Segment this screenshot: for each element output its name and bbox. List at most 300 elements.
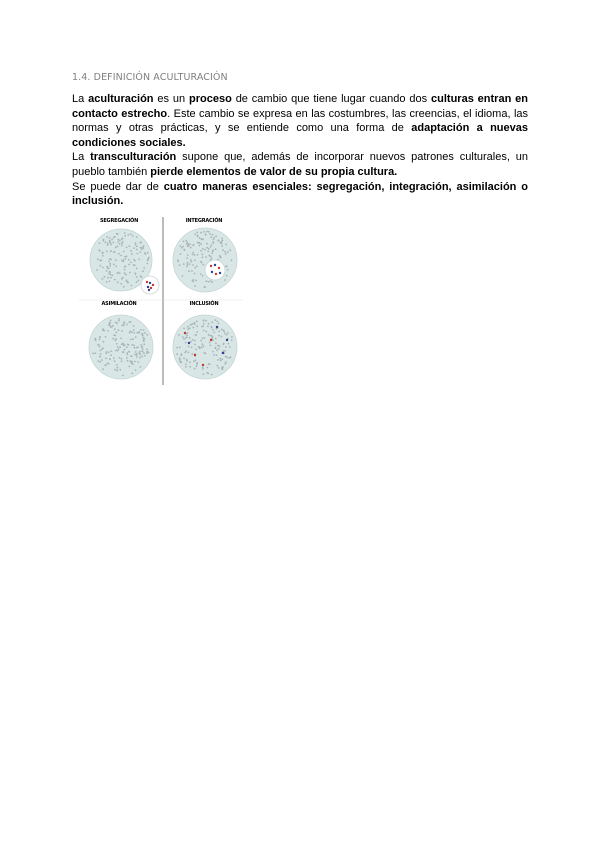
assimilation-dot — [143, 340, 145, 342]
segregation-dot — [99, 242, 101, 244]
inclusion-dot — [208, 323, 210, 325]
assimilation-dot — [92, 353, 94, 355]
integration-dot — [218, 239, 220, 241]
segregation-dot — [102, 267, 104, 269]
assimilation-dot — [105, 357, 107, 359]
integration-dot — [222, 240, 224, 242]
inclusion-dot — [185, 363, 187, 365]
inclusion-dot — [182, 336, 184, 338]
inclusion-dot — [191, 353, 193, 355]
segregation-dot — [123, 251, 125, 253]
inclusion-dot — [176, 347, 178, 349]
segregation-dot — [114, 236, 116, 238]
integration-dot — [189, 263, 191, 265]
segregation-dot — [107, 277, 109, 279]
assimilation-dot — [133, 332, 135, 334]
segregation-dot — [136, 236, 138, 238]
label-inclusion: INCLUSIÓN — [189, 301, 219, 307]
integration-dot — [211, 252, 213, 254]
segregation-dot — [110, 244, 112, 246]
assimilation-dot — [124, 344, 126, 346]
assimilation-dot — [129, 331, 131, 333]
segregation-dot — [115, 247, 117, 249]
assimilation-dot — [141, 356, 143, 358]
assimilation-dot — [126, 324, 128, 326]
assimilation-dot — [133, 325, 135, 327]
segregation-dot — [125, 274, 127, 276]
inclusion-dot — [185, 350, 187, 352]
inclusion-dot — [202, 325, 204, 327]
assimilation-dot — [110, 320, 112, 322]
integration-dot — [203, 231, 205, 233]
integration-dot — [185, 240, 187, 242]
segregation-dot — [102, 255, 104, 257]
assimilation-dot — [118, 329, 120, 331]
integration-dot — [189, 243, 191, 245]
inclusion-dot — [226, 356, 228, 358]
assimilation-dot — [124, 349, 126, 351]
assimilation-dot — [118, 318, 120, 320]
segregation-dot — [117, 272, 119, 274]
inclusion-dot — [185, 366, 187, 368]
segregation-dot — [100, 260, 102, 262]
segregation-dot — [117, 241, 119, 243]
integration-dot — [196, 265, 198, 267]
assimilation-dot — [127, 354, 129, 356]
integration-dot — [200, 273, 202, 275]
inclusion-dot — [216, 350, 218, 352]
assimilation-dot — [126, 346, 128, 348]
p1-text-2: es un — [153, 93, 190, 105]
integration-dot — [193, 279, 195, 281]
inclusion-dot — [227, 332, 229, 334]
inclusion-dot — [188, 352, 190, 354]
inclusion-dot — [203, 345, 205, 347]
inclusion-dot — [189, 337, 191, 339]
integration-dot — [192, 254, 194, 256]
inclusion-dot — [189, 366, 191, 368]
assimilation-dot — [105, 336, 107, 338]
integration-dot — [208, 231, 210, 233]
integration-dot — [225, 266, 227, 268]
inclusion-dot — [195, 359, 197, 361]
integration-dot — [194, 233, 196, 235]
inclusion-dot — [226, 334, 228, 336]
assimilation-dot — [117, 346, 119, 348]
inclusion-dot — [194, 344, 196, 346]
segregation-dot — [129, 272, 131, 274]
integration-dot — [187, 245, 189, 247]
segregation-dot — [142, 270, 144, 272]
segregation-dot — [96, 269, 98, 271]
segregation-dot — [110, 274, 112, 276]
segregation-dot — [124, 269, 126, 271]
inclusion-dot — [185, 337, 187, 339]
segregation-dot — [106, 270, 108, 272]
integration-dot — [225, 253, 227, 255]
inclusion-dot — [204, 337, 206, 339]
integration-minority-dot — [214, 264, 216, 266]
segregation-dot — [122, 259, 124, 261]
segregation-minority-dot — [146, 281, 148, 283]
assimilation-dot — [114, 339, 116, 341]
assimilation-dot — [114, 328, 116, 330]
assimilation-dot — [98, 344, 100, 346]
segregation-dot — [141, 248, 143, 250]
integration-dot — [219, 241, 221, 243]
acculturation-diagram-svg — [77, 215, 245, 385]
inclusion-dot — [211, 374, 213, 376]
inclusion-dot — [225, 361, 227, 363]
integration-dot — [186, 257, 188, 259]
inclusion-dot — [217, 359, 219, 361]
inclusion-dot — [185, 342, 187, 344]
inclusion-dot — [224, 350, 226, 352]
integration-dot — [200, 243, 202, 245]
integration-dot — [215, 235, 217, 237]
integration-dot — [227, 251, 229, 253]
inclusion-dot — [218, 367, 220, 369]
assimilation-dot — [108, 351, 110, 353]
segregation-dot — [138, 280, 140, 282]
inclusion-dot — [215, 342, 217, 344]
assimilation-dot — [127, 344, 129, 346]
segregation-dot — [126, 280, 128, 282]
paragraph-acculturation — [72, 92, 528, 150]
assimilation-dot — [126, 357, 128, 359]
segregation-dot — [106, 281, 108, 283]
segregation-dot — [139, 242, 141, 244]
inclusion-dot — [221, 336, 223, 338]
segregation-dot — [121, 244, 123, 246]
inclusion-dot — [212, 329, 214, 331]
assimilation-dot — [116, 364, 118, 366]
segregation-dot — [143, 267, 145, 269]
integration-dot — [186, 243, 188, 245]
integration-minority-dot — [215, 273, 217, 275]
segregation-dot — [107, 267, 109, 269]
integration-dot — [201, 238, 203, 240]
segregation-dot — [110, 277, 112, 279]
inclusion-dot — [229, 346, 231, 348]
inclusion-dot — [200, 340, 202, 342]
inclusion-dot — [198, 346, 200, 348]
segregation-dot — [115, 259, 117, 261]
assimilation-dot — [117, 350, 119, 352]
integration-minority-circle — [205, 260, 225, 280]
inclusion-dot — [176, 353, 178, 355]
inclusion-dot — [214, 319, 216, 321]
assimilation-dot — [134, 354, 136, 356]
segregation-dot — [124, 235, 126, 237]
inclusion-dot — [222, 350, 224, 352]
integration-dot — [211, 257, 213, 259]
integration-dot — [210, 246, 212, 248]
assimilation-dot — [94, 352, 96, 354]
inclusion-dot — [221, 358, 223, 360]
integration-dot — [200, 250, 202, 252]
integration-dot — [210, 280, 212, 282]
assimilation-dot — [134, 361, 136, 363]
segregation-dot — [126, 247, 128, 249]
segregation-dot — [120, 283, 122, 285]
p1-bold-2: proceso — [189, 93, 232, 105]
integration-dot — [186, 242, 188, 244]
inclusion-dot — [194, 322, 196, 324]
segregation-minority-dot — [148, 289, 150, 291]
integration-dot — [182, 275, 184, 277]
inclusion-dot — [203, 319, 205, 321]
integration-dot — [212, 250, 214, 252]
segregation-dot — [98, 249, 100, 251]
inclusion-dot — [209, 342, 211, 344]
integration-dot — [204, 286, 206, 288]
inclusion-dot — [192, 327, 194, 329]
assimilation-dot — [117, 367, 119, 369]
inclusion-minority-dot — [216, 326, 218, 328]
segregation-dot — [124, 232, 126, 234]
segregation-dot — [102, 252, 104, 254]
segregation-dot — [130, 233, 132, 235]
inclusion-dot — [218, 348, 220, 350]
inclusion-dot — [183, 338, 185, 340]
inclusion-dot — [181, 353, 183, 355]
assimilation-dot — [99, 350, 101, 352]
segregation-dot — [124, 256, 126, 258]
inclusion-dot — [215, 347, 217, 349]
inclusion-dot — [215, 338, 217, 340]
integration-dot — [192, 264, 194, 266]
inclusion-dot — [179, 357, 181, 359]
integration-dot — [202, 275, 204, 277]
integration-dot — [220, 257, 222, 259]
inclusion-dot — [224, 333, 226, 335]
inclusion-dot — [216, 321, 218, 323]
integration-dot — [208, 281, 210, 283]
assimilation-dot — [99, 356, 101, 358]
inclusion-dot — [211, 337, 213, 339]
integration-dot — [202, 264, 204, 266]
assimilation-dot — [135, 336, 137, 338]
integration-dot — [190, 259, 192, 261]
assimilation-dot — [94, 338, 96, 340]
assimilation-dot — [102, 347, 104, 349]
segregation-dot — [136, 268, 138, 270]
paragraph-transculturation — [72, 150, 528, 179]
p1-text-1: La — [72, 93, 89, 105]
assimilation-dot — [135, 369, 137, 371]
inclusion-dot — [217, 345, 219, 347]
inclusion-dot — [203, 323, 205, 325]
inclusion-dot — [218, 331, 220, 333]
assimilation-dot — [119, 357, 121, 359]
assimilation-dot — [137, 361, 139, 363]
integration-dot — [194, 260, 196, 262]
integration-dot — [199, 237, 201, 239]
segregation-dot — [140, 247, 142, 249]
inclusion-dot — [202, 338, 204, 340]
integration-dot — [194, 273, 196, 275]
inclusion-dot — [190, 341, 192, 343]
integration-dot — [202, 257, 204, 259]
integration-minority-dot — [211, 271, 213, 273]
assimilation-dot — [114, 369, 116, 371]
inclusion-minority-dot — [194, 354, 196, 356]
integration-dot — [224, 279, 226, 281]
integration-dot — [206, 247, 208, 249]
segregation-dot — [139, 251, 141, 253]
segregation-dot — [108, 273, 110, 275]
segregation-minority-dot — [152, 284, 154, 286]
segregation-dot — [130, 250, 132, 252]
assimilation-dot — [143, 343, 145, 345]
segregation-dot — [136, 246, 138, 248]
integration-dot — [190, 247, 192, 249]
segregation-dot — [130, 262, 132, 264]
assimilation-dot — [104, 365, 106, 367]
integration-dot — [213, 239, 215, 241]
acculturation-diagram — [77, 215, 245, 385]
integration-dot — [207, 250, 209, 252]
integration-dot — [206, 231, 208, 233]
segregation-dot — [128, 264, 130, 266]
p2-bold-1: transculturación — [90, 151, 177, 164]
inclusion-dot — [196, 362, 198, 364]
assimilation-dot — [148, 352, 150, 354]
segregation-dot — [133, 264, 135, 266]
inclusion-minority-dot — [184, 332, 186, 334]
segregation-minority-circle — [141, 276, 159, 294]
inclusion-dot — [186, 335, 188, 337]
segregation-dot — [129, 245, 131, 247]
integration-minority-dot — [218, 267, 220, 269]
assimilation-dot — [123, 325, 125, 327]
assimilation-dot — [99, 361, 101, 363]
inclusion-dot — [216, 354, 218, 356]
integration-dot — [210, 259, 212, 261]
inclusion-dot — [231, 336, 233, 338]
inclusion-dot — [186, 359, 188, 361]
segregation-dot — [133, 247, 135, 249]
segregation-dot — [119, 272, 121, 274]
integration-dot — [194, 285, 196, 287]
assimilation-dot — [133, 345, 135, 347]
segregation-minority-dot — [147, 286, 149, 288]
inclusion-dot — [223, 330, 225, 332]
inclusion-dot — [202, 368, 204, 370]
assimilation-dot — [103, 341, 105, 343]
segregation-dot — [105, 241, 107, 243]
segregation-dot — [136, 276, 138, 278]
inclusion-dot — [196, 365, 198, 367]
inclusion-minority-dot — [202, 364, 204, 366]
segregation-dot — [115, 265, 117, 267]
inclusion-dot — [212, 339, 214, 341]
integration-dot — [180, 253, 182, 255]
assimilation-dot — [121, 361, 123, 363]
assimilation-dot — [144, 338, 146, 340]
integration-dot — [182, 246, 184, 248]
segregation-dot — [106, 251, 108, 253]
segregation-dot — [114, 279, 116, 281]
p1-text-4: . Este cambio se expresa en las costumbres, las creencias, el idioma, las normas y otras prácticas, y se entiende como una forma de — [72, 107, 529, 135]
integration-dot — [212, 234, 214, 236]
inclusion-dot — [183, 357, 185, 359]
integration-dot — [183, 241, 185, 243]
integration-dot — [187, 264, 189, 266]
integration-dot — [212, 241, 214, 243]
segregation-dot — [142, 246, 144, 248]
inclusion-dot — [208, 363, 210, 365]
integration-dot — [205, 233, 207, 235]
assimilation-dot — [121, 330, 123, 332]
inclusion-dot — [194, 368, 196, 370]
segregation-dot — [111, 239, 113, 241]
integration-minority-dot — [210, 265, 212, 267]
inclusion-dot — [196, 331, 198, 333]
inclusion-dot — [222, 369, 224, 371]
assimilation-dot — [140, 329, 142, 331]
inclusion-dot — [188, 346, 190, 348]
inclusion-minority-dot — [210, 339, 212, 341]
inclusion-dot — [211, 326, 213, 328]
assimilation-dot — [146, 352, 148, 354]
inclusion-dot — [207, 326, 209, 328]
integration-dot — [204, 249, 206, 251]
assimilation-dot — [109, 358, 111, 360]
segregation-dot — [109, 240, 111, 242]
assimilation-dot — [110, 354, 112, 356]
integration-dot — [199, 245, 201, 247]
integration-dot — [202, 238, 204, 240]
section-heading: 1.4. DEFINICIÓN ACULTURACIÓN — [72, 72, 228, 83]
inclusion-dot — [202, 343, 204, 345]
inclusion-dot — [192, 323, 194, 325]
integration-minority-dot — [219, 272, 221, 274]
assimilation-dot — [123, 321, 125, 323]
assimilation-dot — [139, 357, 141, 359]
p1-bold-3: culturas entran en contacto estrecho — [72, 93, 529, 120]
integration-dot — [192, 252, 194, 254]
assimilation-dot — [121, 358, 123, 360]
segregation-dot — [109, 263, 111, 265]
segregation-dot — [114, 251, 116, 253]
assimilation-dot — [119, 346, 121, 348]
integration-dot — [202, 248, 204, 250]
p3-text-1: Se puede dar de — [72, 180, 164, 193]
segregation-dot — [121, 278, 123, 280]
segregation-dot — [107, 242, 109, 244]
p2-text-1: La — [72, 151, 91, 164]
segregation-dot — [102, 278, 104, 280]
integration-dot — [225, 244, 227, 246]
integration-dot — [190, 261, 192, 263]
segregation-dot — [103, 240, 105, 242]
assimilation-dot — [131, 361, 133, 363]
p2-text-2: supone que, además de incorporar nuevos patrones culturales, un pueblo también — [72, 151, 528, 178]
inclusion-dot — [207, 367, 209, 369]
assimilation-dot — [138, 332, 140, 334]
segregation-dot — [147, 252, 149, 254]
integration-dot — [200, 232, 202, 234]
segregation-dot — [138, 258, 140, 260]
assimilation-dot — [118, 348, 120, 350]
segregation-dot — [136, 281, 138, 283]
integration-dot — [206, 280, 208, 282]
assimilation-dot — [119, 369, 121, 371]
integration-dot — [209, 233, 211, 235]
integration-dot — [187, 254, 189, 256]
